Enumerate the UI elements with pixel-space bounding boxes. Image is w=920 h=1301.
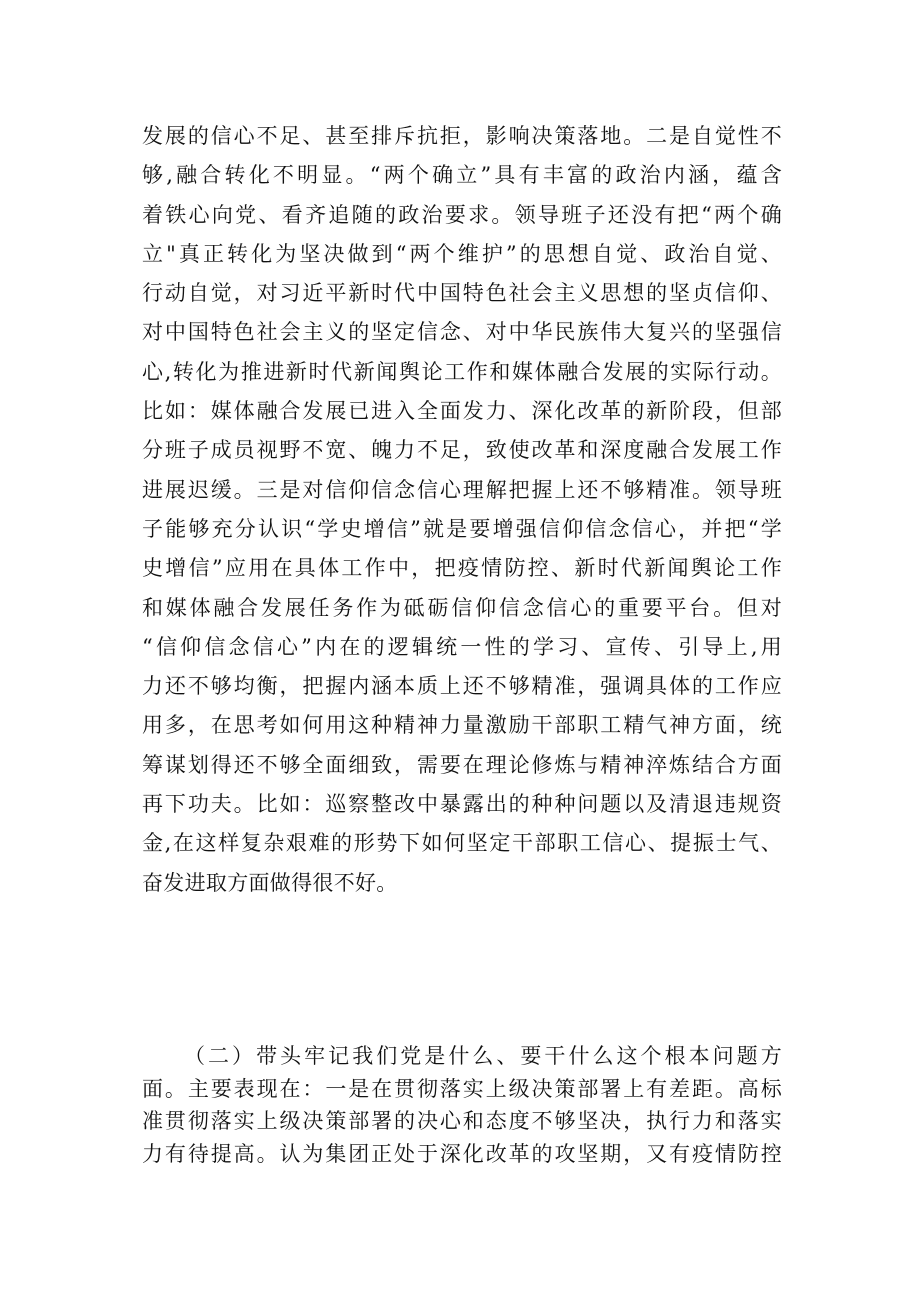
text-line: 再下功夫。比如：巡察整改中暴露出的种种问题以及清退违规资 (142, 792, 782, 817)
text-line: 力有待提高。认为集团正处于深化改革的攻坚期，又有疫情防控 (142, 1141, 782, 1166)
text-line: 发展的信心不足、甚至排斥抗拒，影响决策落地。二是自觉性不 (142, 124, 782, 148)
text-line: 分班子成员视野不宽、魄力不足，致使改革和深度融合发展工作 (142, 438, 782, 463)
text-line: 比如：媒体融合发展已进入全面发力、深化改革的新阶段，但部 (142, 399, 782, 424)
text-line: 筹谋划得还不够全面细致，需要在理论修炼与精神淬炼结合方面 (142, 752, 782, 777)
text-line: 金,在这样复杂艰难的形势下如何坚定干部职工信心、提振士气、 (142, 831, 782, 856)
text-line: 和媒体融合发展任务作为砥砺信仰信念信心的重要平台。但对 (142, 595, 782, 620)
text-line: 进展迟缓。三是对信仰信念信心理解把握上还不够精准。领导班 (142, 477, 782, 502)
body-paragraph-1 (142, 117, 782, 903)
text-line: 行动自觉，对习近平新时代中国特色社会主义思想的坚贞信仰、 (142, 281, 782, 306)
text-line: 力还不够均衡，把握内涵本质上还不够精准，强调具体的工作应 (142, 674, 782, 699)
text-line: 心,转化为推进新时代新闻舆论工作和媒体融合发展的实际行动。 (142, 359, 782, 384)
text-line: 用多，在思考如何用这种精神力量激励干部职工精气神方面，统 (142, 713, 782, 738)
text-line: 面。主要表现在：一是在贯彻落实上级决策部署上有差距。高标 (142, 1076, 782, 1101)
text-line: “信仰信念信心”内在的逻辑统一性的学习、宣传、引导上,用 (142, 634, 782, 659)
section-heading-line: （二）带头牢记我们党是什么、要干什么这个根本问题方 (184, 1044, 782, 1068)
text-line: 立"真正转化为坚决做到“两个维护”的思想自觉、政治自觉、 (142, 241, 782, 266)
body-paragraph-2 (142, 1040, 782, 1170)
text-line: 着铁心向党、看齐追随的政治要求。领导班子还没有把“两个确 (142, 202, 782, 227)
text-line: 准贯彻落实上级决策部署的决心和态度不够坚决，执行力和落实 (142, 1109, 782, 1133)
text-line: 子能够充分认识“学史增信”就是要增强信仰信念信心，并把“学 (142, 516, 782, 541)
text-line: 奋发进取方面做得很不好。 (142, 870, 398, 895)
text-line: 对中国特色社会主义的坚定信念、对中华民族伟大复兴的坚强信 (142, 320, 782, 345)
text-line: 史增信”应用在具体工作中，把疫情防控、新时代新闻舆论工作 (142, 556, 782, 581)
text-line: 够,融合转化不明显。“两个确立”具有丰富的政治内涵，蕴含 (142, 163, 782, 188)
